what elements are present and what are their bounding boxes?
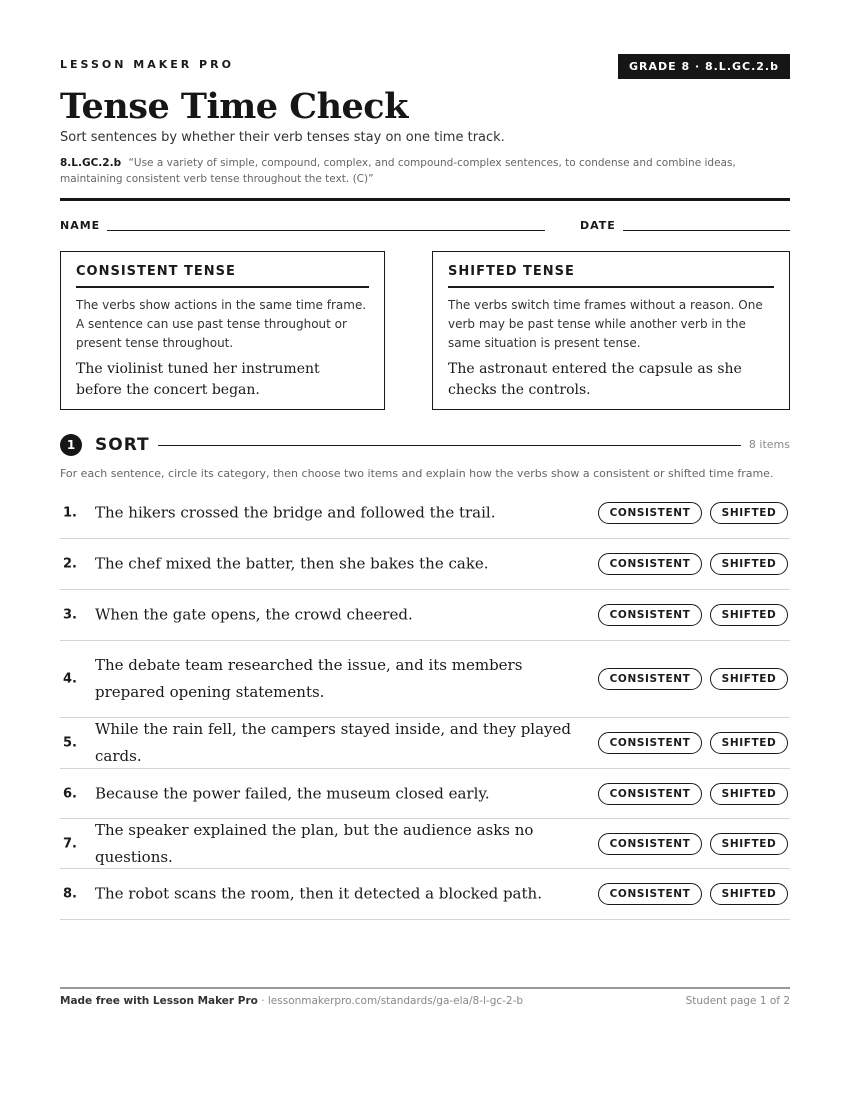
definition-example: The violinist tuned her instrument before the concert began.	[76, 361, 320, 398]
definition-description: The verbs switch time frames without a reason. One verb may be past tense while another verb in the same situation is present tense.	[448, 298, 763, 350]
choice-group	[598, 883, 788, 905]
name-field[interactable]	[107, 230, 545, 231]
consistent-choice[interactable]: CONSISTENT	[598, 833, 702, 855]
sort-item	[60, 590, 790, 641]
section-title: SORT	[95, 435, 150, 455]
footer-page-number: Student page 1 of 2	[685, 995, 790, 1007]
date-label: DATE	[580, 219, 616, 232]
item-sentence: When the gate opens, the crowd cheered.	[95, 605, 413, 624]
footer-credit	[60, 995, 523, 1007]
shifted-choice[interactable]: SHIFTED	[710, 604, 788, 626]
page-subtitle: Sort sentences by whether their verb tenses stay on one time track.	[60, 130, 505, 145]
definition-heading: CONSISTENT TENSE	[76, 264, 369, 288]
sort-item	[60, 488, 790, 539]
item-number: 8.	[63, 886, 77, 902]
section-item-count: 8 items	[748, 438, 790, 451]
consistent-choice[interactable]: CONSISTENT	[598, 783, 702, 805]
item-sentence: While the rain fell, the campers stayed inside, and they played cards.	[95, 720, 572, 765]
standard-text: “Use a variety of simple, compound, complex, and compound-complex sentences, to condense and combine ideas, maintaining consistent verb tense throughout the text. (C)”	[60, 157, 736, 185]
sort-item	[60, 869, 790, 920]
item-sentence: The debate team researched the issue, and its members prepared opening statements.	[95, 656, 523, 701]
sort-item-list	[60, 488, 790, 920]
item-sentence: Because the power failed, the museum closed early.	[95, 784, 490, 802]
item-number: 6.	[63, 786, 77, 801]
sort-item	[60, 769, 790, 819]
sort-item	[60, 539, 790, 590]
shifted-choice[interactable]: SHIFTED	[710, 833, 788, 855]
header-divider	[60, 198, 790, 201]
definition-card-shifted	[432, 251, 790, 410]
choice-group	[598, 668, 788, 690]
footer-divider	[60, 987, 790, 989]
shifted-choice[interactable]: SHIFTED	[710, 553, 788, 575]
shifted-choice[interactable]: SHIFTED	[710, 502, 788, 524]
shifted-choice[interactable]: SHIFTED	[710, 732, 788, 754]
consistent-choice[interactable]: CONSISTENT	[598, 502, 702, 524]
sort-item	[60, 718, 790, 769]
choice-group	[598, 604, 788, 626]
choice-group	[598, 732, 788, 754]
consistent-choice[interactable]: CONSISTENT	[598, 883, 702, 905]
item-number: 4.	[63, 671, 77, 687]
standard-citation	[60, 155, 790, 187]
brand-name: LESSON MAKER PRO	[60, 58, 234, 71]
consistent-choice[interactable]: CONSISTENT	[598, 604, 702, 626]
definition-heading: SHIFTED TENSE	[448, 264, 774, 288]
item-number: 2.	[63, 556, 77, 572]
choice-group	[598, 833, 788, 855]
consistent-choice[interactable]: CONSISTENT	[598, 553, 702, 575]
footer-made-with: Made free with Lesson Maker Pro	[60, 995, 258, 1007]
section-instructions: For each sentence, circle its category, then choose two items and explain how the verbs show a consistent or shifted time frame.	[60, 467, 774, 480]
item-number: 7.	[63, 836, 77, 851]
definition-card-consistent	[60, 251, 385, 410]
section-divider	[158, 445, 741, 446]
choice-group	[598, 553, 788, 575]
item-sentence: The hikers crossed the bridge and followed the trail.	[95, 503, 496, 522]
definition-description: The verbs show actions in the same time frame. A sentence can use past tense throughout or present tense throughout.	[76, 298, 367, 350]
definition-example: The astronaut entered the capsule as she checks the controls.	[448, 361, 742, 398]
shifted-choice[interactable]: SHIFTED	[710, 883, 788, 905]
consistent-choice[interactable]: CONSISTENT	[598, 732, 702, 754]
footer-url: · lessonmakerpro.com/standards/ga-ela/8-l-gc-2-b	[257, 995, 524, 1007]
item-number: 1.	[63, 505, 77, 521]
item-number: 5.	[63, 735, 77, 751]
item-number: 3.	[63, 607, 77, 623]
consistent-choice[interactable]: CONSISTENT	[598, 668, 702, 690]
section-number-badge: 1	[60, 434, 82, 456]
shifted-choice[interactable]: SHIFTED	[710, 783, 788, 805]
shifted-choice[interactable]: SHIFTED	[710, 668, 788, 690]
item-sentence: The speaker explained the plan, but the audience asks no questions.	[95, 820, 534, 866]
item-sentence: The chef mixed the batter, then she bakes the cake.	[95, 554, 489, 573]
choice-group	[598, 783, 788, 805]
sort-item	[60, 641, 790, 718]
sort-item	[60, 819, 790, 869]
name-label: NAME	[60, 219, 101, 232]
item-sentence: The robot scans the room, then it detected a blocked path.	[95, 884, 542, 903]
page-title: Tense Time Check	[60, 86, 408, 127]
choice-group	[598, 502, 788, 524]
standard-code: 8.L.GC.2.b	[60, 157, 122, 169]
date-field[interactable]	[623, 230, 790, 231]
grade-badge: GRADE 8 · 8.L.GC.2.b	[618, 54, 790, 79]
